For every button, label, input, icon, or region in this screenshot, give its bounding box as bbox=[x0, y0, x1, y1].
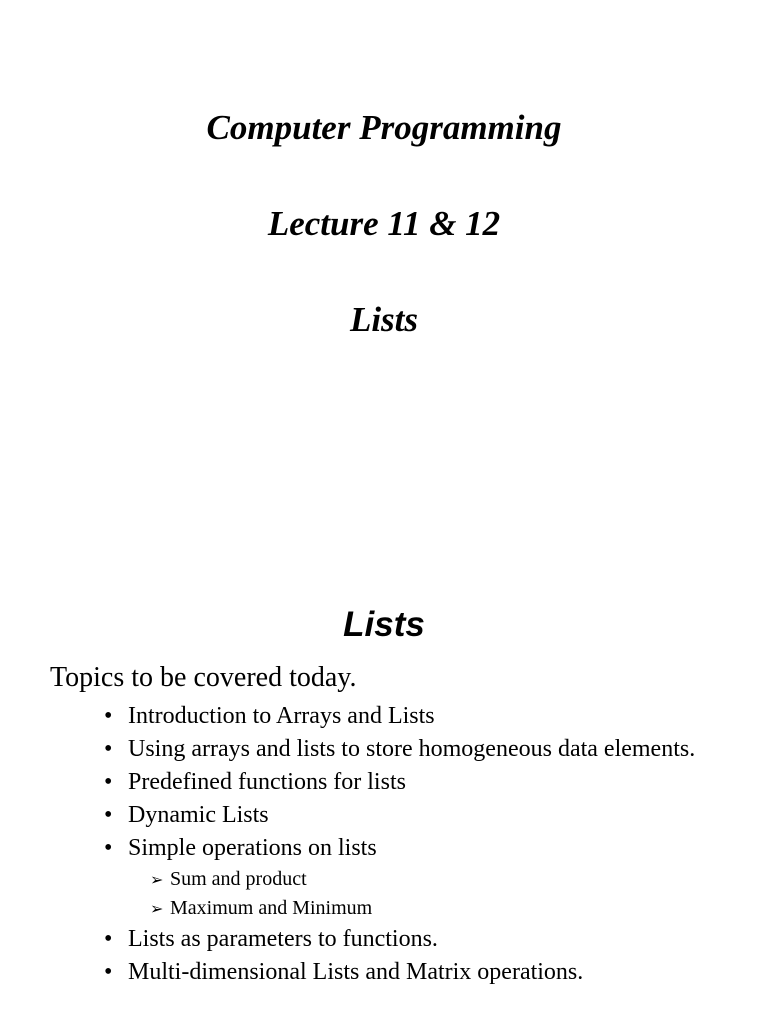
topic-text: Multi-dimensional Lists and Matrix operations. bbox=[128, 959, 584, 985]
topic-text: Lists as parameters to functions. bbox=[128, 926, 438, 952]
subtopic-text: Maximum and Minimum bbox=[170, 897, 373, 919]
subtopic-item bbox=[150, 865, 710, 894]
bullet-icon: • bbox=[104, 959, 113, 985]
topic-text: Dynamic Lists bbox=[128, 802, 269, 828]
topic-item bbox=[104, 700, 710, 733]
topics-slide bbox=[0, 560, 768, 1024]
subtopic-list bbox=[128, 865, 710, 923]
slide-heading: Lists bbox=[343, 605, 425, 644]
topic-item bbox=[104, 733, 710, 766]
bullet-icon: • bbox=[104, 736, 113, 762]
arrow-bullet-icon: ➢ bbox=[150, 870, 164, 889]
bullet-icon: • bbox=[104, 769, 113, 795]
arrow-bullet-icon: ➢ bbox=[150, 899, 164, 918]
topic-item bbox=[104, 832, 710, 923]
topic-item bbox=[104, 799, 710, 832]
topic-item bbox=[104, 766, 710, 799]
topic-item bbox=[104, 956, 710, 989]
topic-text: Using arrays and lists to store homogeneous data elements. bbox=[128, 736, 696, 762]
bullet-icon: • bbox=[104, 802, 113, 828]
topic-text: Introduction to Arrays and Lists bbox=[128, 703, 435, 729]
topic-list bbox=[104, 700, 710, 989]
bullet-icon: • bbox=[104, 926, 113, 952]
lecture-topic: Lists bbox=[349, 300, 419, 339]
topic-text: Simple operations on lists bbox=[128, 835, 377, 861]
topic-text: Predefined functions for lists bbox=[128, 769, 406, 795]
topics-intro: Topics to be covered today. bbox=[50, 662, 357, 693]
subtopic-text: Sum and product bbox=[170, 868, 307, 890]
bullet-icon: • bbox=[104, 703, 113, 729]
lecture-number: Lecture 11 & 12 bbox=[267, 204, 501, 243]
topic-item bbox=[104, 923, 710, 956]
subtopic-item bbox=[150, 894, 710, 923]
bullet-icon: • bbox=[104, 835, 113, 861]
course-title: Computer Programming bbox=[206, 108, 562, 147]
